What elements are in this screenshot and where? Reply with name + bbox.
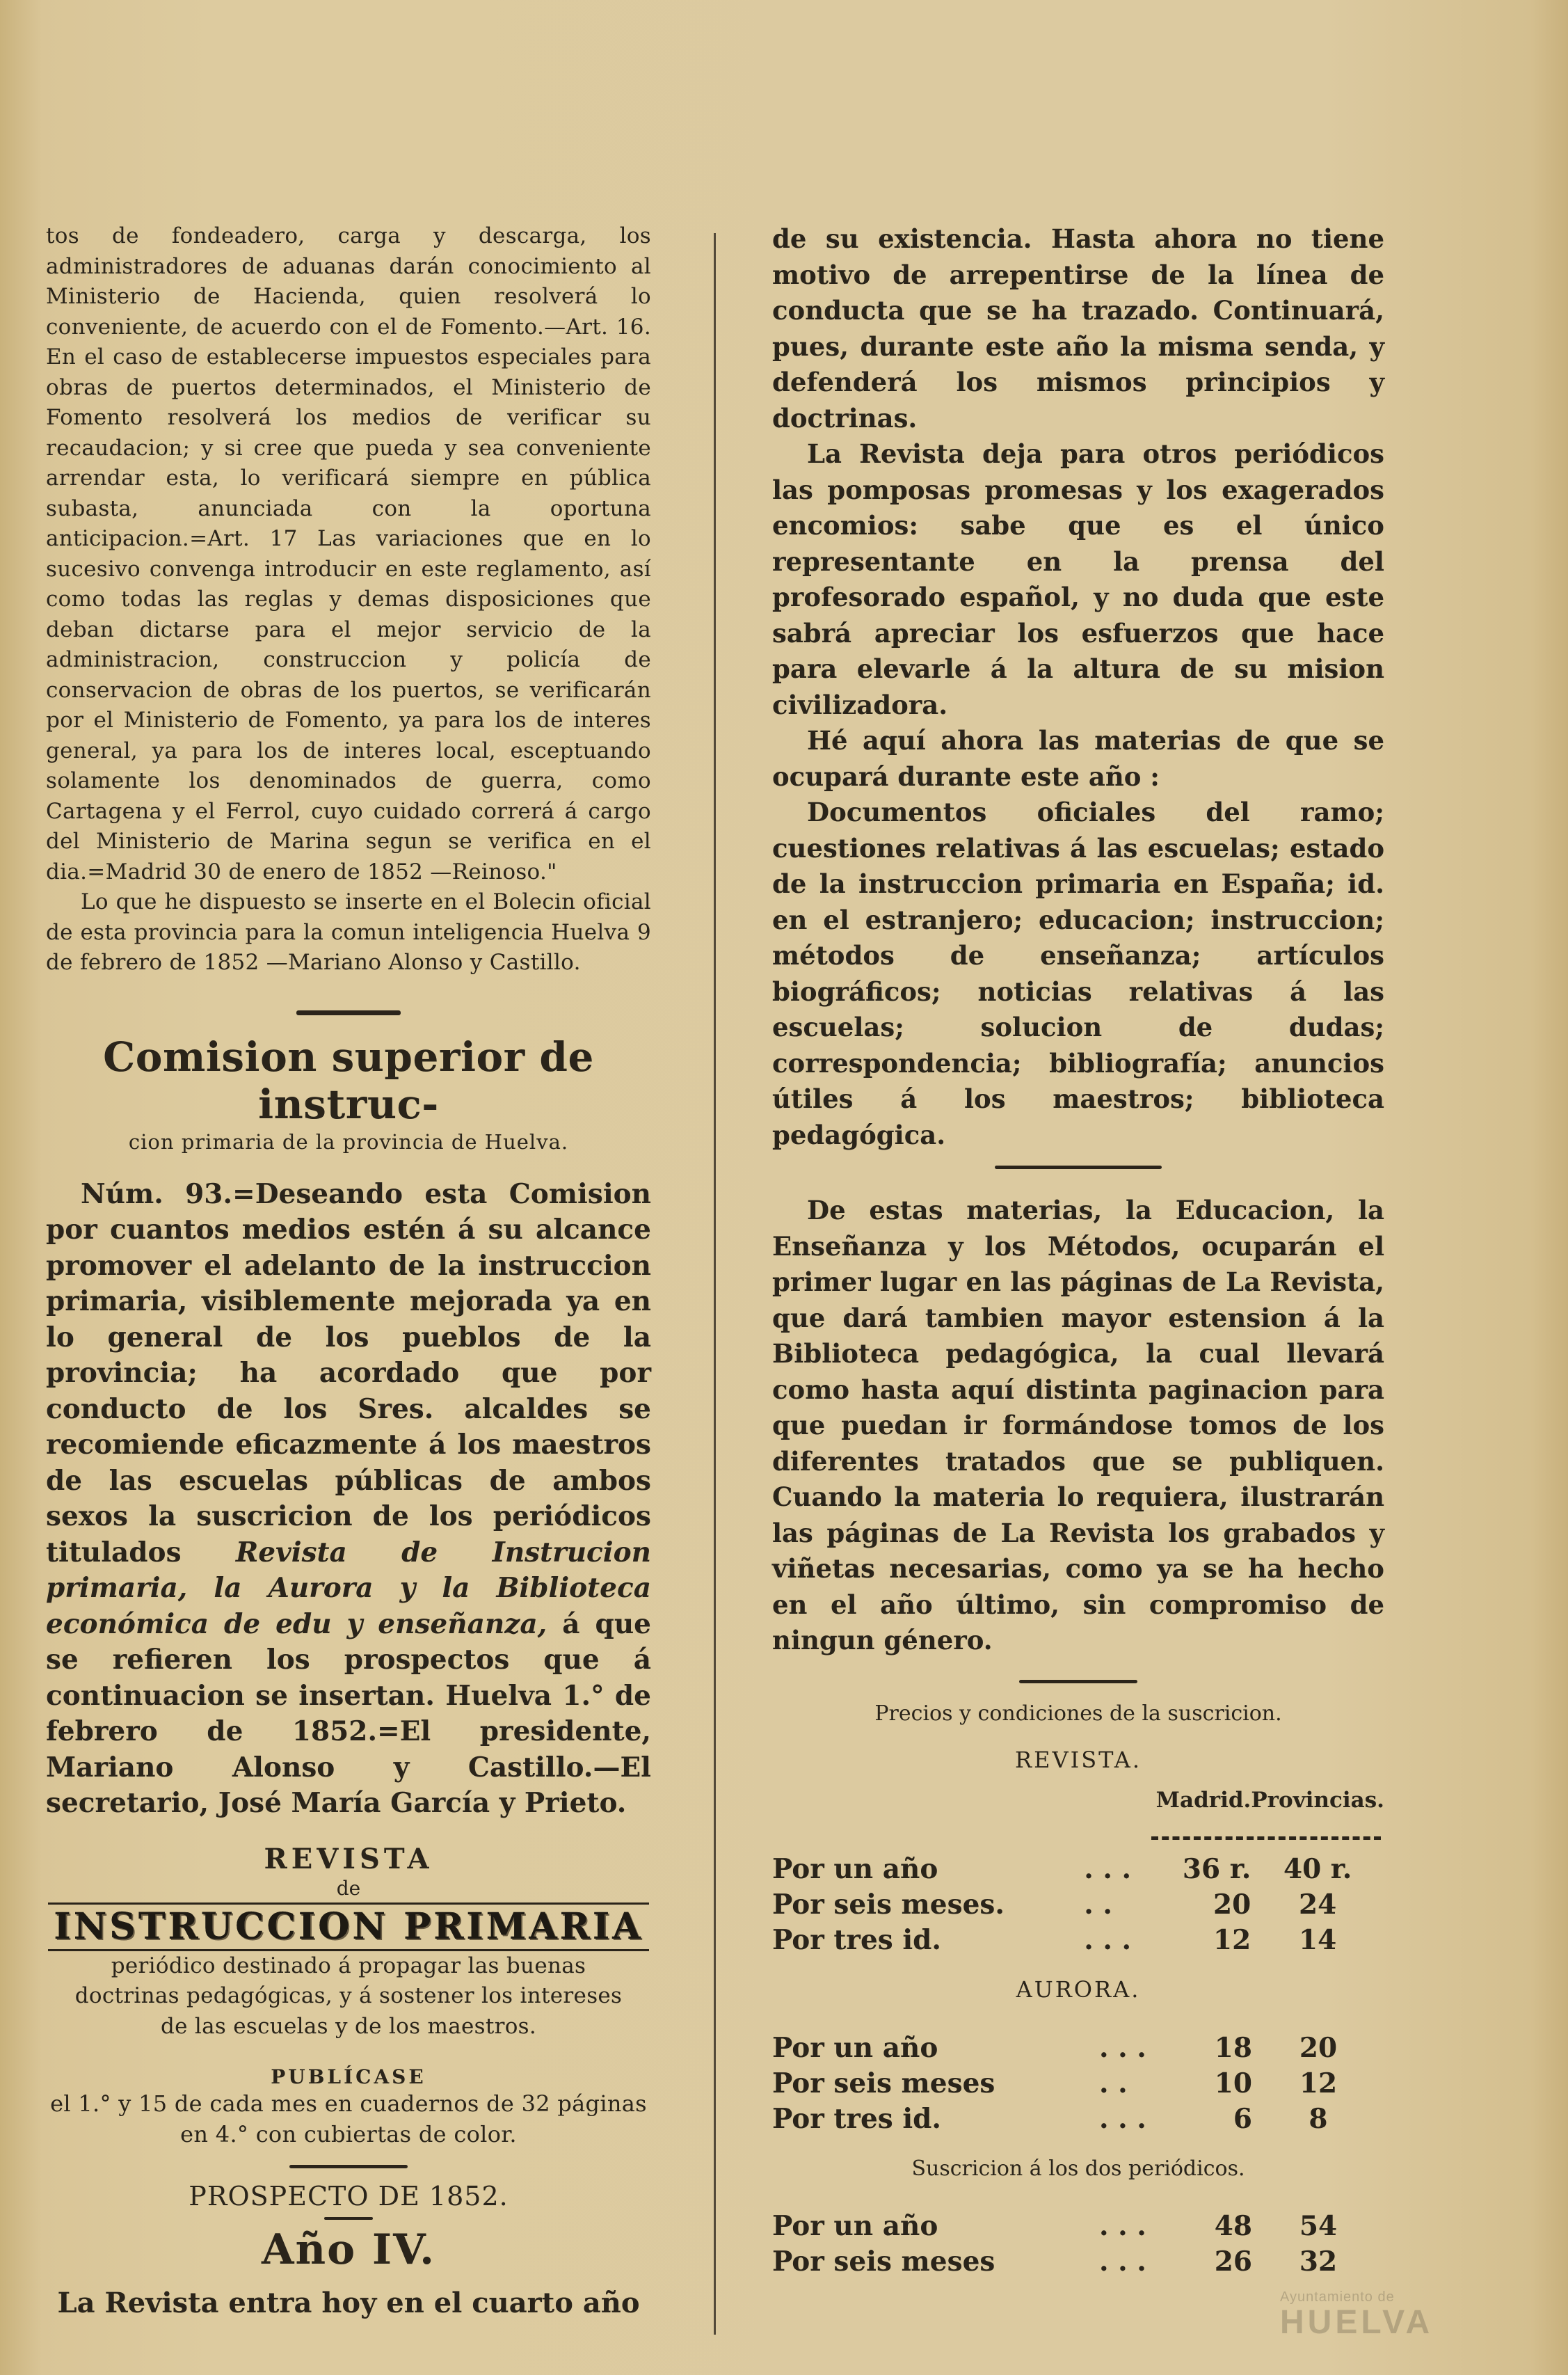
revista-price-table xyxy=(772,1783,1384,1958)
price-dots: . . . xyxy=(1099,2245,1146,2278)
price-label: Por tres id. xyxy=(772,1923,941,1956)
col-provincias: Provincias. xyxy=(1251,1787,1384,1813)
price-row xyxy=(772,1923,1384,1958)
price-madrid: 26 xyxy=(1214,2245,1252,2278)
aurora-price-table xyxy=(772,2031,1384,2137)
provincial-notice: Lo que he dispuesto se inserte en el Bolecin oficial de esta provincia para la comun inteligencia Huelva 9 de febrero de 1852 —Mariano Alonso y Castillo. xyxy=(46,889,651,975)
rule-right-2 xyxy=(1019,1680,1137,1683)
masthead-title: INSTRUCCION PRIMARIA xyxy=(48,1903,648,1951)
publication-schedule: el 1.° y 15 de cada mes en cuadernos de 32 páginas en 4.° con cubiertas de color. xyxy=(50,2090,647,2147)
revista-heading: REVISTA xyxy=(264,1842,433,1875)
price-header-row xyxy=(772,1783,1384,1818)
year-heading: Año IV. xyxy=(261,2225,436,2274)
prospectus-p5: De estas materias, la Educacion, la Enseñanza y los Métodos, ocuparán el primer lugar en las páginas de La Revista, que dará tambien mayor estension á la Biblioteca pedagógica, la cual llevará como hasta aquí distinta paginacion para que puedan ir formándose tomos de los diferentes tratados que se publiquen. Cuando la materia lo requiera, ilustrarán las páginas de La Revista los grabados y viñetas necesarias, como ya se ha hecho en el año último, sin compromiso de ningun género. xyxy=(772,1195,1384,1655)
price-madrid: 18 xyxy=(1214,2031,1252,2064)
price-label: Por un año xyxy=(772,2031,938,2064)
combined-subscription-label: Suscricion á los dos periódicos. xyxy=(911,2156,1245,2181)
price-label: Por seis meses. xyxy=(772,1888,1005,1921)
price-row xyxy=(772,2031,1384,2066)
notice-titles: Revista de Instrucion primaria, la Aurora y la Biblioteca económica de edu y enseñanza, xyxy=(46,1536,651,1640)
price-dots: . . xyxy=(1084,1888,1112,1921)
price-row xyxy=(772,1887,1384,1923)
price-provincias: 24 xyxy=(1299,1888,1337,1921)
column-divider xyxy=(714,233,716,2335)
watermark-line1: Ayuntamiento de xyxy=(1280,2289,1395,2305)
price-provincias: 14 xyxy=(1299,1923,1337,1956)
rule-right-1 xyxy=(995,1166,1162,1169)
aurora-price-label: AURORA. xyxy=(1016,1976,1141,2003)
price-madrid: 36 r. xyxy=(1182,1852,1251,1885)
price-madrid: 48 xyxy=(1214,2209,1252,2242)
prospectus-p2: La Revista deja para otros periódicos las pomposas promesas y los exagerados encomios: sabe que es el único representante en la prensa del profesorado español, y no duda que este sabrá apreciar los esfuerzos que hace para elevarle á la altura de su mision civilizadora. xyxy=(772,438,1384,720)
notice-text-a: Núm. 93.=Deseando esta Comision por cuantos medios estén á su alcance promover el adelanto de la instruccion primaria, visiblemente mejorada ya en lo general de los pueblos de la provincia; ha acordado que por conducto de los Sres. alcaldes se recomiende eficazmente á los maestros de las escuelas públicas de ambos sexos la suscricion de los periódicos titulados xyxy=(46,1177,651,1568)
price-dots: . . . xyxy=(1099,2209,1146,2242)
revista-description: periódico destinado á propagar las buenas doctrinas pedagógicas, y á sostener los intereses de las escuelas y de los maestros. xyxy=(74,1953,623,2039)
price-label: Por seis meses xyxy=(772,2245,995,2278)
price-label: Por tres id. xyxy=(772,2102,941,2135)
price-dots: . . . xyxy=(1099,2031,1146,2064)
price-label: Por un año xyxy=(772,2209,938,2242)
price-label: Por un año xyxy=(772,1852,938,1885)
price-row xyxy=(772,2102,1384,2137)
revista-price-label: REVISTA. xyxy=(1015,1746,1142,1773)
price-row xyxy=(772,2244,1384,2280)
commission-subtitle: cion primaria de la provincia de Huelva. xyxy=(128,1129,569,1154)
price-dots: . . . xyxy=(1099,2102,1146,2135)
price-dots: . . . xyxy=(1084,1923,1132,1956)
price-row xyxy=(772,1852,1384,1887)
rule-2 xyxy=(289,2165,408,2168)
price-provincias: 32 xyxy=(1299,2245,1338,2278)
notice-text-b: á que se refieren los prospectos que á continuacion se insertan. Huelva 1.° de febrero de 1852.=El presidente, Mariano Alonso y Castillo.—El secretario, José María García y Prieto. xyxy=(46,1607,651,1819)
rule-3 xyxy=(324,2217,373,2220)
col-madrid: Madrid. xyxy=(1155,1787,1251,1813)
commission-title: Comision superior de instruc- xyxy=(103,1033,594,1128)
combined-price-table xyxy=(772,2209,1384,2280)
price-provincias: 12 xyxy=(1299,2067,1338,2099)
price-provincias: 40 r. xyxy=(1283,1852,1352,1885)
regulation-text: tos de fondeadero, carga y descarga, los administradores de aduanas darán conocimiento al Ministerio de Hacienda, quien resolverá lo conveniente, de acuerdo con el de Fomento.—Art. 16. En el caso de establecerse impuestos especiales para obras de puertos determinados, el Ministerio de Fomento resolverá los medios de verificar su recaudacion; y si cree que pueda y sea conveniente arrendar esta, lo verificará siempre en pública subasta, anunciada con la oportuna anticipacion.=Art. 17 Las variaciones que en lo sucesivo convenga introducir en este reglamento, así como todas las reglas y demas disposiciones que deban dictarse para el mejor servicio de la administracion, construccion y policía de conservacion de obras de los puertos, se verificarán por el Ministerio de Fomento, ya para los de interes general, ya para los de interes local, esceptuando solamente los denominados de guerra, como Cartagena y el Ferrol, cuyo cuidado correrá á cargo del Ministerio de Marina segun se verifica en el dia.=Madrid 30 de enero de 1852 —Reinoso." xyxy=(46,223,651,884)
topics-list: Documentos oficiales del ramo; cuestiones relativas á las escuelas; estado de la instruccion primaria en España; id. en el estranjero; educacion; instruccion; métodos de enseñanza; artículos biográficos; noticias relativas á las escuelas; solucion de dudas; correspondencia; bibliografía; anuncios útiles á los maestros; biblioteca pedagógica. xyxy=(772,797,1384,1150)
prices-heading: Precios y condiciones de la suscricion. xyxy=(874,1701,1282,1726)
price-provincias: 20 xyxy=(1299,2031,1338,2064)
price-madrid: 6 xyxy=(1233,2102,1252,2135)
header-rule xyxy=(1151,1836,1381,1840)
prospecto-heading: PROSPECTO DE 1852. xyxy=(189,2181,509,2211)
instruccion-primaria-banner xyxy=(46,1903,651,1951)
commission-notice xyxy=(46,1177,651,1822)
right-column xyxy=(772,221,1384,2280)
price-madrid: 20 xyxy=(1213,1888,1251,1921)
archive-watermark-logo xyxy=(1280,2289,1517,2345)
price-provincias: 8 xyxy=(1309,2102,1328,2135)
price-madrid: 10 xyxy=(1214,2067,1252,2099)
section-rule xyxy=(296,1010,401,1015)
price-row xyxy=(772,2066,1384,2102)
price-dots: . . . xyxy=(1084,1852,1132,1885)
publicase-label: PUBLÍCASE xyxy=(271,2065,426,2088)
price-dots: . . xyxy=(1099,2067,1128,2099)
left-column xyxy=(46,221,651,2321)
price-label: Por seis meses xyxy=(772,2067,995,2099)
prospectus-start: La Revista entra hoy en el cuarto año xyxy=(57,2287,640,2319)
price-madrid: 12 xyxy=(1213,1923,1251,1956)
prospectus-p3: Hé aquí ahora las materias de que se ocupará durante este año : xyxy=(772,725,1384,792)
price-provincias: 54 xyxy=(1299,2209,1338,2242)
revista-de: de xyxy=(336,1876,361,1900)
price-row xyxy=(772,2209,1384,2244)
watermark-line2: HUELVA xyxy=(1280,2304,1434,2341)
prospectus-p1: de su existencia. Hasta ahora no tiene motivo de arrepentirse de la línea de conducta que se ha trazado. Continuará, pues, durante este año la misma senda, y defenderá los mismos principios y doctrinas. xyxy=(772,223,1384,434)
